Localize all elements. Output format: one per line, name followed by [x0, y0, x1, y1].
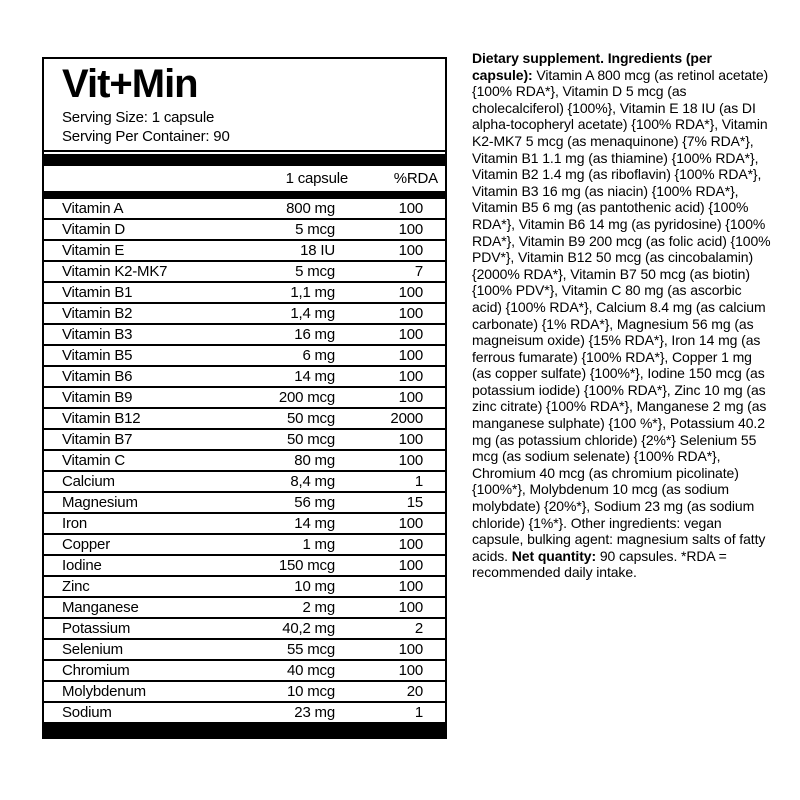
table-row [44, 598, 445, 619]
nutrient-name: Vitamin B7 [62, 431, 133, 448]
supplement-facts-panel [42, 57, 447, 739]
nutrient-rda: 100 [398, 431, 423, 448]
table-row [44, 409, 445, 430]
bottom-bar [44, 724, 445, 737]
nutrient-rda: 100 [398, 557, 423, 574]
nutrient-name: Vitamin E [62, 242, 125, 259]
column-header-rda: %RDA [393, 170, 438, 187]
table-row [44, 220, 445, 241]
nutrient-rda: 100 [398, 200, 423, 217]
nutrient-rda: 100 [398, 536, 423, 553]
nutrient-amount: 50 mcg [287, 410, 335, 427]
nutrient-rda: 100 [398, 368, 423, 385]
table-row [44, 703, 445, 724]
nutrient-rda: 2000 [390, 410, 423, 427]
table-row [44, 241, 445, 262]
table-row [44, 304, 445, 325]
nutrient-rda: 100 [398, 599, 423, 616]
nutrient-name: Potassium [62, 620, 131, 637]
nutrient-rda: 100 [398, 641, 423, 658]
nutrient-amount: 18 IU [300, 242, 335, 259]
thin-divider-bar [44, 191, 445, 199]
nutrient-amount: 8,4 mg [290, 473, 335, 490]
table-row [44, 325, 445, 346]
nutrient-rda: 7 [414, 263, 423, 280]
nutrient-amount: 23 mg [294, 704, 335, 721]
thick-divider-bar [44, 154, 445, 166]
nutrient-amount: 150 mcg [278, 557, 335, 574]
nutrient-rda: 20 [406, 683, 423, 700]
nutrient-rda: 1 [414, 473, 423, 490]
nutrient-name: Manganese [62, 599, 139, 616]
product-title: Vit+Min [62, 62, 198, 106]
table-row [44, 682, 445, 703]
nutrient-amount: 6 mg [302, 347, 335, 364]
nutrient-amount: 56 mg [294, 494, 335, 511]
nutrient-amount: 40,2 mg [282, 620, 335, 637]
ingredients-heading: Dietary supplement. Ingredients (per capsule): [472, 50, 712, 83]
table-row [44, 493, 445, 514]
nutrient-amount: 800 mg [286, 200, 335, 217]
nutrient-amount: 5 mcg [295, 263, 335, 280]
nutrient-amount: 5 mcg [295, 221, 335, 238]
nutrient-name: Selenium [62, 641, 123, 658]
nutrient-name: Vitamin B5 [62, 347, 133, 364]
nutrient-rda: 100 [398, 347, 423, 364]
nutrient-amount: 40 mcg [287, 662, 335, 679]
nutrient-name: Vitamin D [62, 221, 125, 238]
table-row [44, 619, 445, 640]
nutrient-rda: 100 [398, 326, 423, 343]
nutrient-amount: 16 mg [294, 326, 335, 343]
nutrient-name: Iron [62, 515, 88, 532]
table-row [44, 577, 445, 598]
nutrient-rda: 100 [398, 452, 423, 469]
table-row [44, 430, 445, 451]
nutrient-rda: 100 [398, 242, 423, 259]
nutrient-name: Vitamin B6 [62, 368, 133, 385]
table-row [44, 262, 445, 283]
nutrient-name: Vitamin K2-MK7 [62, 263, 168, 280]
nutrient-name: Calcium [62, 473, 115, 490]
table-row [44, 367, 445, 388]
nutrient-name: Vitamin B9 [62, 389, 133, 406]
nutrient-amount: 55 mcg [287, 641, 335, 658]
nutrient-rda: 100 [398, 515, 423, 532]
nutrient-amount: 80 mg [294, 452, 335, 469]
nutrient-amount: 10 mg [294, 578, 335, 595]
nutrient-name: Iodine [62, 557, 102, 574]
table-row [44, 556, 445, 577]
nutrient-rda: 100 [398, 389, 423, 406]
table-row [44, 661, 445, 682]
table-row [44, 472, 445, 493]
nutrient-name: Vitamin C [62, 452, 125, 469]
table-row [44, 535, 445, 556]
table-row [44, 199, 445, 220]
nutrient-rda: 1 [414, 704, 423, 721]
table-rows [44, 199, 445, 724]
nutrient-amount: 2 mg [302, 599, 335, 616]
nutrient-name: Vitamin B2 [62, 305, 133, 322]
nutrient-name: Sodium [62, 704, 112, 721]
serving-size-text: Serving Size: 1 capsule [62, 109, 215, 126]
nutrient-rda: 15 [406, 494, 423, 511]
ingredients-text [472, 50, 772, 581]
table-row [44, 451, 445, 472]
nutrient-rda: 100 [398, 578, 423, 595]
nutrient-name: Chromium [62, 662, 130, 679]
table-row [44, 388, 445, 409]
nutrient-name: Vitamin B3 [62, 326, 133, 343]
nutrient-name: Magnesium [62, 494, 138, 511]
nutrient-name: Vitamin B1 [62, 284, 133, 301]
panel-header [44, 59, 445, 152]
nutrient-amount: 1,4 mg [290, 305, 335, 322]
nutrient-amount: 50 mcg [287, 431, 335, 448]
nutrient-amount: 10 mcg [287, 683, 335, 700]
nutrient-amount: 1,1 mg [290, 284, 335, 301]
column-header-amount: 1 capsule [285, 170, 348, 187]
table-row [44, 640, 445, 661]
serving-per-container-text: Serving Per Container: 90 [62, 128, 230, 145]
nutrient-name: Copper [62, 536, 110, 553]
nutrient-name: Vitamin B12 [62, 410, 141, 427]
nutrient-name: Zinc [62, 578, 90, 595]
net-quantity-label: Net quantity: [511, 547, 597, 564]
nutrient-rda: 100 [398, 305, 423, 322]
nutrient-rda: 100 [398, 221, 423, 238]
ingredients-tail: 90 capsules. *RDA = recommended daily intake. [472, 547, 727, 581]
nutrient-amount: 1 mg [302, 536, 335, 553]
nutrient-rda: 100 [398, 284, 423, 301]
ingredients-body: Vitamin A 800 mcg (as retinol acetate) {100% RDA*}, Vitamin D 5 mcg (as cholecalciferol) {100%}, Vitamin E 18 IU (as DI alpha-tocopheryl acetate) {100% RDA*}, Vitamin K2-MK7 5 mcg (as menaquinone) {7% RDA*}, Vitamin B1 1.1 mg (as thiamine) {100% RDA*}, Vitamin B2 1.4 mg (as riboflavin) {100% RDA*}, Vitamin B3 16 mg (as niacin) {100% RDA*}, Vitamin B5 6 mg (as pantothenic acid) {100% RDA*}, Vitamin B6 14 mg (as pyridosine) {100% RDA*}, Vitamin B9 200 mcg (as folic acid) {100% PDV*}, Vitamin B12 50 mcg (as cincobalamin) {2000% RDA*}, Vitamin B7 50 mcg (as biotin) {100% PDV*}, Vitamin C 80 mg (as ascorbic acid) {100% RDA*}, Calcium 8.4 mg (as calcium carbonate) {1% RDA*}, Magnesium 56 mg (as magneisum oxide) {15% RDA*}, Iron 14 mg (as ferrous fumarate) {100% RDA*}, Copper 1 mg (as copper sulfate) {100%*}, Iodine 150 mcg (as potassium iodide) {100% RDA*}, Zinc 10 mg (as zinc citrate) {100% RDA*}, Manganese 2 mg (as manganese sulphate) {100 %*}, Potassium 40.2 mg (as potassium chloride) {2%*} Selenium 55 mcg (as sodium selenate) {100% RDA*}, Chromium 40 mcg (as chromium picolinate) {100%*}, Molybdenum 10 mcg (as sodium molybdate) {20%*}, Sodium 23 mg (as sodium chloride) {1%*}. Other ingredients: vegan capsule, bulking agent: magnesium salts of fatty acids. [472, 66, 771, 564]
table-column-header [44, 166, 445, 191]
nutrient-amount: 14 mg [294, 515, 335, 532]
nutrient-name: Molybdenum [62, 683, 146, 700]
nutrient-amount: 200 mcg [278, 389, 335, 406]
table-row [44, 346, 445, 367]
nutrient-amount: 14 mg [294, 368, 335, 385]
nutrient-rda: 100 [398, 662, 423, 679]
nutrient-name: Vitamin A [62, 200, 124, 217]
nutrient-rda: 2 [414, 620, 423, 637]
table-row [44, 283, 445, 304]
table-row [44, 514, 445, 535]
